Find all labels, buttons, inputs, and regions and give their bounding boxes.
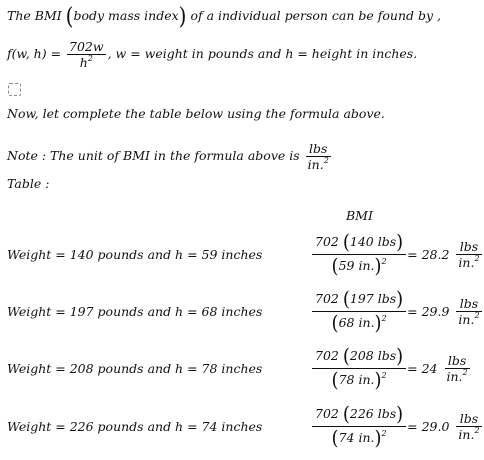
row-1-denominator: (59 in.)$^2$	[331, 254, 387, 278]
formula-line	[7, 40, 417, 69]
intro-prefix: The BMI	[7, 8, 62, 23]
formula-fraction	[67, 40, 106, 69]
row-2-left: Weight = 197 pounds and h = 68 inches	[7, 304, 263, 319]
row-1-result: = 28.2	[407, 247, 450, 262]
row-4-numerator: 702 (226 lbs)	[312, 406, 406, 427]
note-unit-fraction	[306, 142, 331, 171]
row-3-result: = 24	[407, 361, 438, 376]
row-1-numerator: 702 (140 lbs)	[312, 234, 406, 255]
row-4-denominator: (74 in.)$^2$	[331, 426, 387, 450]
row-3-denominator: (78 in.)$^2$	[331, 368, 387, 392]
row-3-fraction	[312, 344, 406, 392]
row-1-right	[312, 230, 484, 278]
note-text: Note : The unit of BMI in the formula above is	[7, 148, 300, 163]
note-unit-den	[306, 157, 331, 171]
row-2-fraction	[312, 287, 406, 335]
row-4-fraction	[312, 402, 406, 450]
row-1-unit: $\frac{\text{lbs}}{in.^2}$	[458, 239, 480, 270]
bmi-column-header: BMI	[346, 208, 373, 223]
row-4-left: Weight = 226 pounds and h = 74 inches	[7, 419, 263, 434]
row-3-left: Weight = 208 pounds and h = 78 inches	[7, 361, 263, 376]
row-3-unit: $\frac{\text{lbs}}{in.^2}$	[446, 353, 468, 384]
row-2-result: = 29.9	[407, 304, 450, 319]
table-label: Table :	[7, 176, 50, 191]
formula-rest: , w = weight in pounds and h = height in inches.	[107, 46, 418, 61]
note-unit-exp: 2	[323, 156, 329, 165]
formula-lhs: f(w, h) =	[7, 46, 62, 61]
row-2-numerator: 702 (197 lbs)	[312, 291, 406, 312]
placeholder-box[interactable]	[8, 83, 21, 96]
row-4-right	[312, 402, 484, 450]
row-4-unit: $\frac{\text{lbs}}{in.^2}$	[458, 411, 480, 442]
intro-line: The BMI (body mass index) of a individual person can be found by ,	[7, 2, 442, 30]
note-line	[7, 142, 333, 171]
row-2-right	[312, 287, 484, 335]
row-2-denominator: (68 in.)$^2$	[331, 311, 387, 335]
row-3-numerator: 702 (208 lbs)	[312, 348, 406, 369]
row-1-fraction	[312, 230, 406, 278]
formula-den-base: h	[79, 55, 88, 70]
intro-paren-text: body mass index	[73, 8, 179, 23]
row-1-left: Weight = 140 pounds and h = 59 inches	[7, 247, 263, 262]
formula-den-exp: 2	[87, 54, 93, 63]
row-3-right	[312, 344, 472, 392]
now-line: Now, let complete the table below using the formula above.	[7, 106, 385, 121]
row-4-result: = 29.0	[407, 419, 450, 434]
formula-denominator	[67, 55, 106, 69]
row-2-unit: $\frac{\text{lbs}}{in.^2}$	[458, 296, 480, 327]
intro-suffix: of a individual person can be found by ,	[190, 8, 442, 23]
formula-numerator: 702w	[69, 39, 104, 54]
note-unit-num: lbs	[306, 142, 331, 157]
note-unit-den-text: in.	[307, 157, 324, 172]
